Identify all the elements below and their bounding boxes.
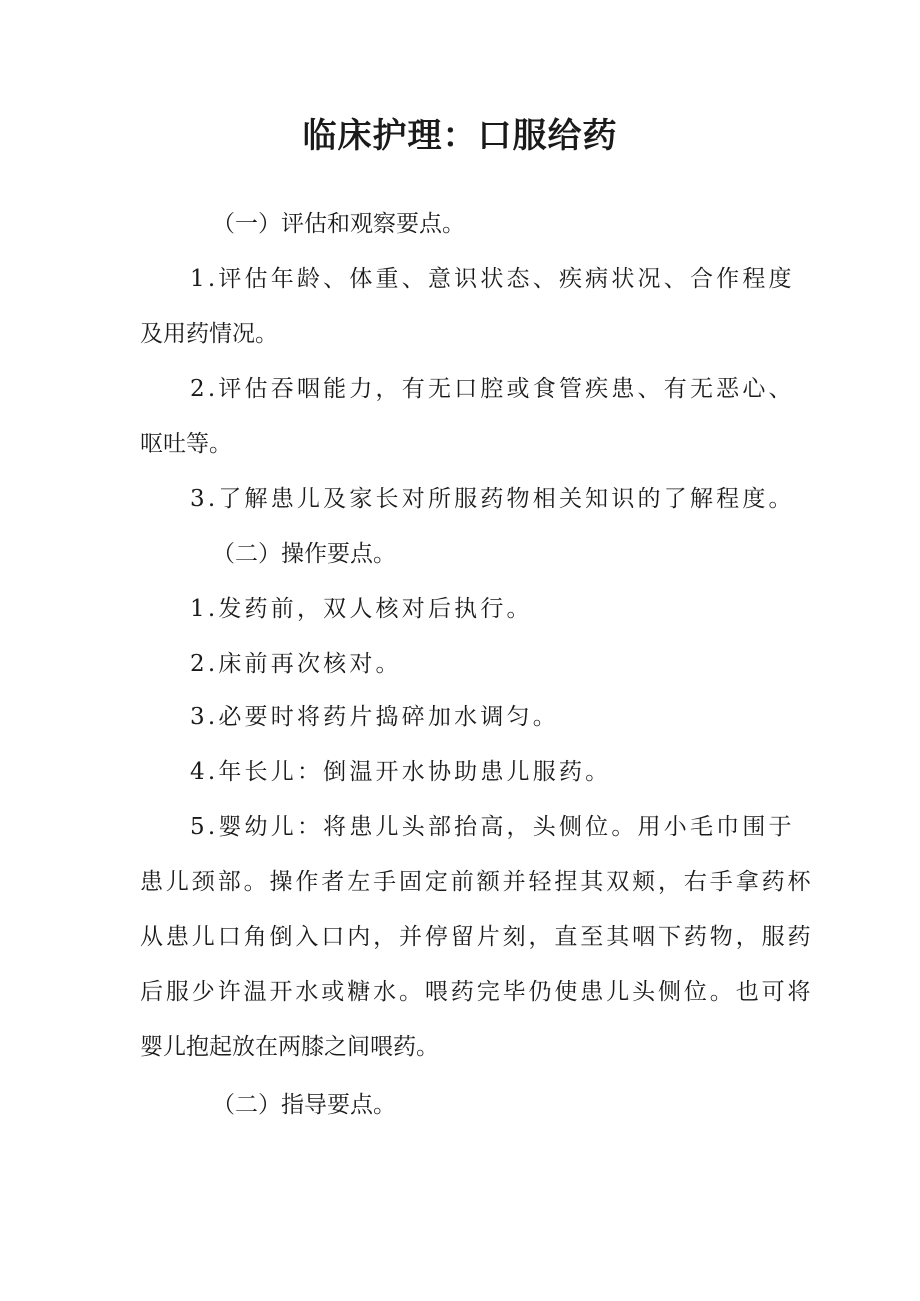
section-heading-operation: （二）操作要点。 bbox=[212, 541, 396, 567]
paragraph-line: 从患儿口角倒入口内，并停留片刻，直至其咽下药物，服药 bbox=[140, 924, 814, 950]
paragraph-line: 患儿颈部。操作者左手固定前额并轻捏其双颊，右手拿药杯 bbox=[140, 869, 814, 895]
paragraph-line: 呕吐等。 bbox=[140, 431, 232, 457]
paragraph-line: 5.婴幼儿：将患儿头部抬高，头侧位。用小毛巾围于 bbox=[190, 814, 795, 840]
section-heading-assessment: （一）评估和观察要点。 bbox=[212, 211, 465, 237]
list-item: 1.发药前，双人核对后执行。 bbox=[190, 596, 533, 622]
document-title: 临床护理：口服给药 bbox=[302, 116, 618, 156]
paragraph-line: 3.了解患儿及家长对所服药物相关知识的了解程度。 bbox=[190, 486, 795, 512]
list-item: 3.必要时将药片捣碎加水调匀。 bbox=[190, 704, 559, 730]
list-item: 4.年长儿：倒温开水协助患儿服药。 bbox=[190, 759, 612, 785]
paragraph-line: 后服少许温开水或糖水。喂药完毕仍使患儿头侧位。也可将 bbox=[140, 979, 814, 1005]
list-item: 2.床前再次核对。 bbox=[190, 651, 402, 677]
paragraph-line: 及用药情况。 bbox=[140, 321, 278, 347]
section-heading-guidance: （二）指导要点。 bbox=[212, 1092, 396, 1118]
paragraph-line: 婴儿抱起放在两膝之间喂药。 bbox=[140, 1034, 439, 1060]
paragraph-line: 1.评估年龄、体重、意识状态、疾病状况、合作程度 bbox=[190, 266, 795, 292]
paragraph-line: 2.评估吞咽能力，有无口腔或食管疾患、有无恶心、 bbox=[190, 376, 795, 402]
